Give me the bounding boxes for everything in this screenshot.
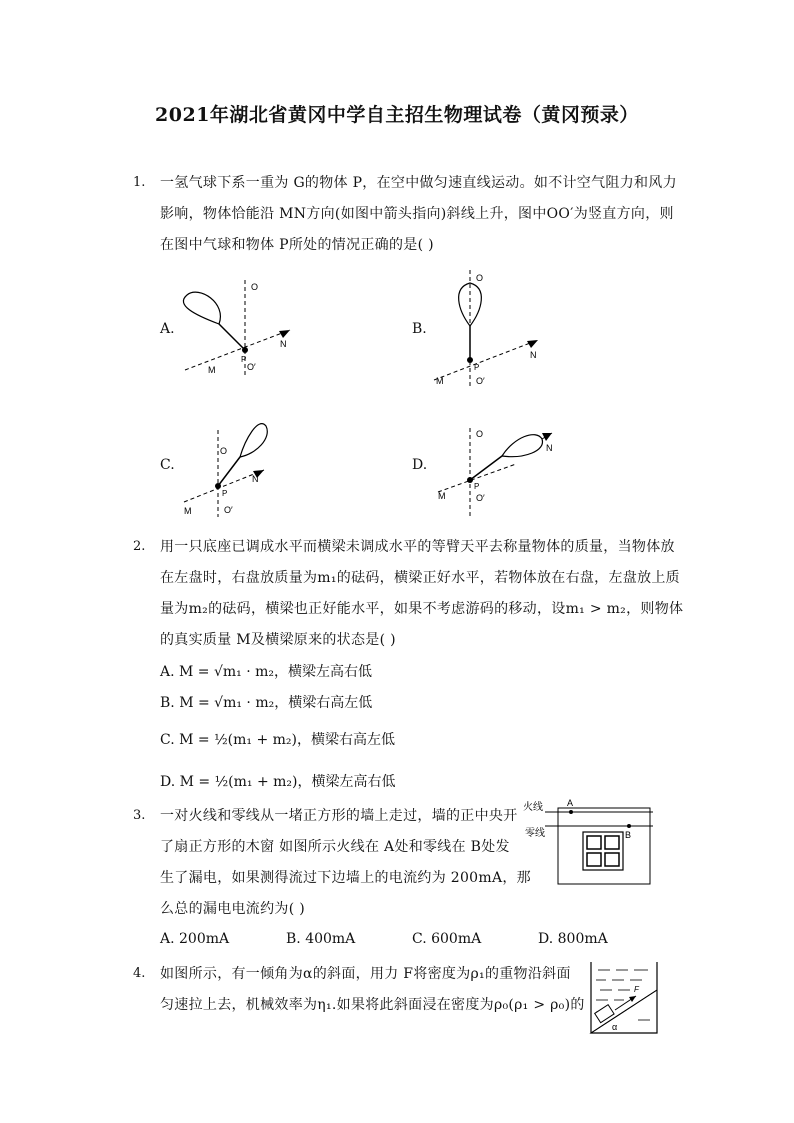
fig-d-label-p: P <box>474 482 480 491</box>
q3-label-neutral-wire: 零线 <box>525 828 545 839</box>
q3-option-b: B. 400mA <box>286 931 356 947</box>
fig-b-label-o: O <box>476 273 484 283</box>
q3-option-a: A. 200mA <box>160 931 230 947</box>
fig-d-label-m: M <box>438 491 446 501</box>
q1-option-a: A. <box>160 321 175 337</box>
q3-option-d: D. 800mA <box>538 931 608 947</box>
q1-option-c: C. <box>160 457 175 473</box>
fig-a-label-n: N <box>280 339 287 349</box>
q2-line-3: 量为m₂的砝码，横梁也正好能水平，如果不考虑游码的移动，设m₁ > m₂，则物体 <box>160 601 684 617</box>
q1-option-b: B. <box>412 321 427 337</box>
q1-line-1: 一氢气球下系一重为 G的物体 P，在空中做匀速直线运动。如不计空气阻力和风力 <box>160 175 677 191</box>
q1-line-3: 在图中气球和物体 P所处的情况正确的是( ) <box>160 237 434 253</box>
q3-line-3: 生了漏电，如果测得流过下边墙上的电流约为 200mA，那 <box>160 870 531 886</box>
q2-option-d: D. M = ½(m₁ + m₂)，横梁左高右低 <box>160 774 396 790</box>
q2-line-1: 用一只底座已调成水平而横梁未调成水平的等臂天平去称量物体的质量，当物体放 <box>160 539 675 555</box>
q1-figure-d <box>436 425 566 520</box>
q3-label-b: B <box>625 830 632 840</box>
q1-number: 1. <box>133 175 146 190</box>
fig-d-label-n: N <box>546 443 553 453</box>
q2-line-2: 在左盘时，右盘放质量为m₁的砝码，横梁正好水平，若物体放在右盘，左盘放上质 <box>160 570 680 586</box>
fig-a-label-o-prime: O′ <box>247 362 256 372</box>
fig-c-label-m: M <box>184 506 192 516</box>
fig-b-label-m: M <box>436 376 444 386</box>
q3-line-2: 了扇正方形的木窗 如图所示火线在 A处和零线在 B处发 <box>160 839 510 855</box>
page-title: 2021年湖北省黄冈中学自主招生物理试卷（黄冈预录） <box>155 104 639 126</box>
fig-d-label-o-prime: O′ <box>476 493 485 503</box>
q1-figure-b <box>430 268 550 388</box>
fig-b-label-p: P <box>474 363 480 372</box>
q4-line-1: 如图所示，有一倾角为α的斜面，用力 F将密度为ρ₁的重物沿斜面 <box>160 966 571 982</box>
q2-option-c: C. M = ½(m₁ + m₂)，横梁右高左低 <box>160 732 395 748</box>
q1-option-d: D. <box>412 457 428 473</box>
fig-b-label-n: N <box>530 350 537 360</box>
q4-incline-figure <box>588 960 660 1036</box>
q3-line-4: 么总的漏电电流约为( ) <box>160 901 305 917</box>
q4-label-f: F <box>634 985 639 994</box>
fig-d-label-o: O <box>476 429 484 439</box>
q1-figure-a <box>175 275 305 380</box>
q2-line-4: 的真实质量 M及横梁原来的状态是( ) <box>160 632 396 648</box>
fig-c-label-o-prime: O′ <box>224 505 233 515</box>
q2-option-a: A. M = √m₁ · m₂，横梁左高右低 <box>160 664 373 680</box>
q3-label-live-wire: 火线 <box>523 802 543 813</box>
q3-option-c: C. 600mA <box>412 931 482 947</box>
q4-line-2: 匀速拉上去，机械效率为η₁.如果将此斜面浸在密度为ρ₀(ρ₁ > ρ₀)的 <box>160 997 585 1013</box>
fig-a-label-p: P <box>241 355 247 364</box>
q3-wall-figure <box>515 796 655 888</box>
q2-option-b: B. M = √m₁ · m₂，横梁右高左低 <box>160 695 373 711</box>
q3-line-1: 一对火线和零线从一堵正方形的墙上走过，墙的正中央开 <box>160 808 518 824</box>
fig-a-label-o: O <box>251 282 259 292</box>
fig-b-label-o-prime: O′ <box>476 376 485 386</box>
fig-c-label-p: P <box>222 489 228 498</box>
q2-number: 2. <box>133 539 146 554</box>
q3-number: 3. <box>133 808 146 823</box>
q1-line-2: 影响，物体恰能沿 MN方向(如图中箭头指向)斜线上升，图中OO′为竖直方向，则 <box>160 206 674 222</box>
q1-figure-c <box>180 412 290 520</box>
q3-label-a: A <box>567 798 574 808</box>
fig-a-label-m: M <box>208 365 216 375</box>
fig-c-label-o: O <box>220 446 228 456</box>
q4-number: 4. <box>133 966 146 981</box>
fig-c-label-n: N <box>252 474 259 484</box>
q4-label-alpha: α <box>612 1022 618 1032</box>
